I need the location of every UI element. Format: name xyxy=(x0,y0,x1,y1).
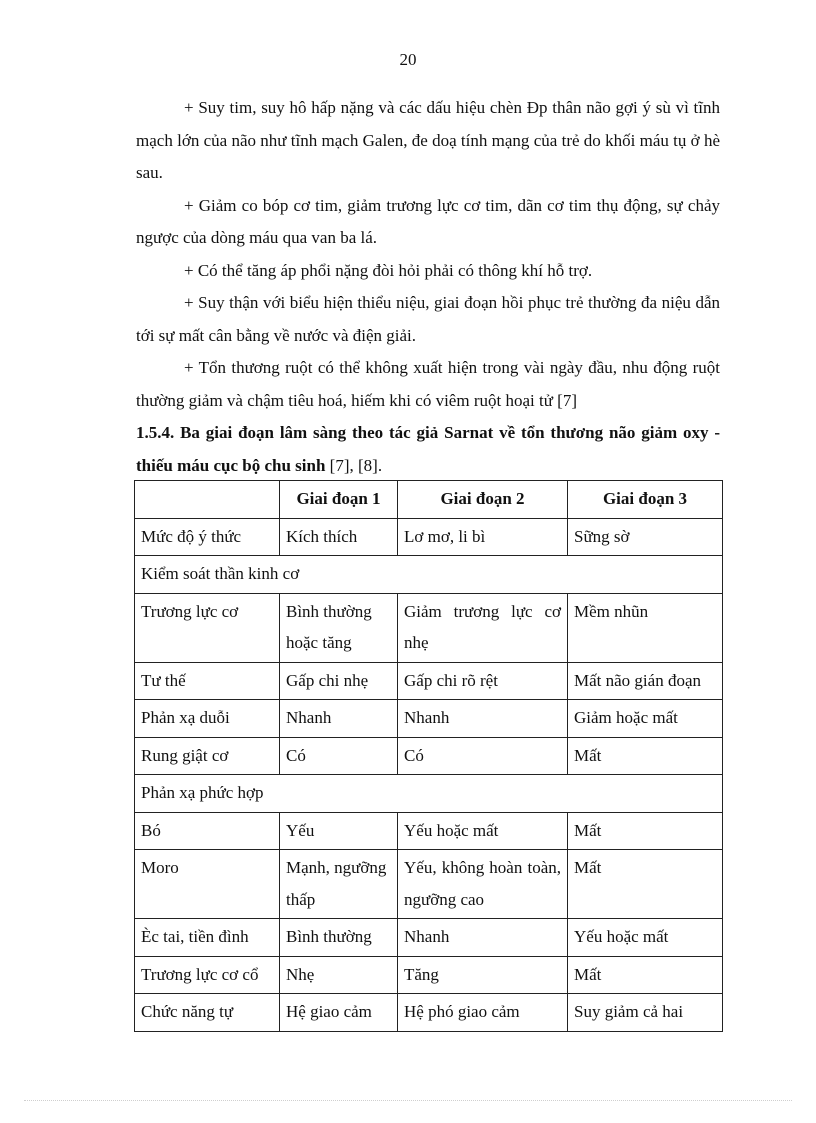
stage-1-cell: Mạnh, ngưỡng thấp xyxy=(280,850,398,919)
row-label: Phản xạ duỗi xyxy=(135,700,280,738)
stage-3-cell: Mất não gián đoạn xyxy=(568,662,723,700)
table-header-cell xyxy=(135,481,280,519)
stage-3-cell: Suy giảm cả hai xyxy=(568,994,723,1032)
section-heading-title: 1.5.4. Ba giai đoạn lâm sàng theo tác giả Sarnat về tổn thương não giảm oxy - thiếu máu cục bộ chu sinh xyxy=(136,423,720,475)
body-text xyxy=(136,92,720,482)
row-label: Mức độ ý thức xyxy=(135,518,280,556)
stage-2-cell: Gấp chi rõ rệt xyxy=(398,662,568,700)
table-row xyxy=(135,700,723,738)
stage-3-cell: Sững sờ xyxy=(568,518,723,556)
table-header-cell: Giai đoạn 2 xyxy=(398,481,568,519)
table-header-cell: Giai đoạn 1 xyxy=(280,481,398,519)
paragraph: + Giảm co bóp cơ tim, giảm trương lực cơ tim, dãn cơ tim thụ động, sự chảy ngược của dòng máu qua van ba lá. xyxy=(136,195,720,247)
table-row xyxy=(135,812,723,850)
table-row xyxy=(135,593,723,662)
stage-2-cell: Có xyxy=(398,737,568,775)
stage-1-cell: Nhẹ xyxy=(280,956,398,994)
table-header-row xyxy=(135,481,723,519)
stage-1-cell: Gấp chi nhẹ xyxy=(280,662,398,700)
stage-2-cell: Yếu hoặc mất xyxy=(398,812,568,850)
paragraph: + Suy thận với biểu hiện thiểu niệu, giai đoạn hồi phục trẻ thường đa niệu dẫn tới sự mất cân bằng về nước và điện giải. xyxy=(136,293,720,345)
table-row xyxy=(135,994,723,1032)
row-label: Rung giật cơ xyxy=(135,737,280,775)
stage-3-cell: Mất xyxy=(568,956,723,994)
stage-1-cell: Yếu xyxy=(280,812,398,850)
table-section-row xyxy=(135,556,723,594)
stage-1-cell: Có xyxy=(280,737,398,775)
sarnat-stages-table xyxy=(134,480,723,1032)
row-label: Bó xyxy=(135,812,280,850)
section-heading xyxy=(136,417,720,482)
stage-1-cell: Hệ giao cảm xyxy=(280,994,398,1032)
stage-3-cell: Mất xyxy=(568,850,723,919)
stage-3-cell: Yếu hoặc mất xyxy=(568,919,723,957)
page-bottom-border xyxy=(24,1100,792,1101)
stage-3-cell: Mất xyxy=(568,812,723,850)
stage-3-cell: Mất xyxy=(568,737,723,775)
table-header-cell: Giai đoạn 3 xyxy=(568,481,723,519)
stage-2-cell: Yếu, không hoàn toàn, ngưỡng cao xyxy=(398,850,568,919)
stage-2-cell: Nhanh xyxy=(398,700,568,738)
paragraph: + Suy tim, suy hô hấp nặng và các dấu hiệu chèn Đp thân não gợi ý sù vì tĩnh mạch lớn của não như tĩnh mạch Galen, đe doạ tính mạng của trẻ do khối máu tụ ở hè sau. xyxy=(136,98,720,182)
paragraph: + Tổn thương ruột có thể không xuất hiện trong vài ngày đầu, nhu động ruột thường giảm và chậm tiêu hoá, hiếm khi có viêm ruột hoại tử [7] xyxy=(136,358,720,410)
section-label: Kiểm soát thần kinh cơ xyxy=(135,556,723,594)
stage-1-cell: Kích thích xyxy=(280,518,398,556)
table-section-row xyxy=(135,775,723,813)
stage-2-cell: Giảm trương lực cơ nhẹ xyxy=(398,593,568,662)
stage-3-cell: Mềm nhũn xyxy=(568,593,723,662)
table-row xyxy=(135,850,723,919)
section-heading-refs: [7], [8]. xyxy=(325,455,383,475)
row-label: Trương lực cơ cổ xyxy=(135,956,280,994)
stage-1-cell: Bình thường xyxy=(280,919,398,957)
row-label: Moro xyxy=(135,850,280,919)
stage-1-cell: Bình thường hoặc tăng xyxy=(280,593,398,662)
row-label: Èc tai, tiền đình xyxy=(135,919,280,957)
row-label: Chức năng tự xyxy=(135,994,280,1032)
table-row xyxy=(135,737,723,775)
stage-1-cell: Nhanh xyxy=(280,700,398,738)
stage-2-cell: Hệ phó giao cảm xyxy=(398,994,568,1032)
table-row xyxy=(135,518,723,556)
stage-2-cell: Lơ mơ, li bì xyxy=(398,518,568,556)
table-row xyxy=(135,956,723,994)
stage-2-cell: Nhanh xyxy=(398,919,568,957)
section-label: Phản xạ phức hợp xyxy=(135,775,723,813)
row-label: Trương lực cơ xyxy=(135,593,280,662)
table-row xyxy=(135,662,723,700)
stage-2-cell: Tăng xyxy=(398,956,568,994)
paragraph: + Có thể tăng áp phổi nặng đòi hỏi phải có thông khí hỗ trợ. xyxy=(184,260,593,280)
row-label: Tư thế xyxy=(135,662,280,700)
table-row xyxy=(135,919,723,957)
page-number: 20 xyxy=(399,50,417,69)
stage-3-cell: Giảm hoặc mất xyxy=(568,700,723,738)
